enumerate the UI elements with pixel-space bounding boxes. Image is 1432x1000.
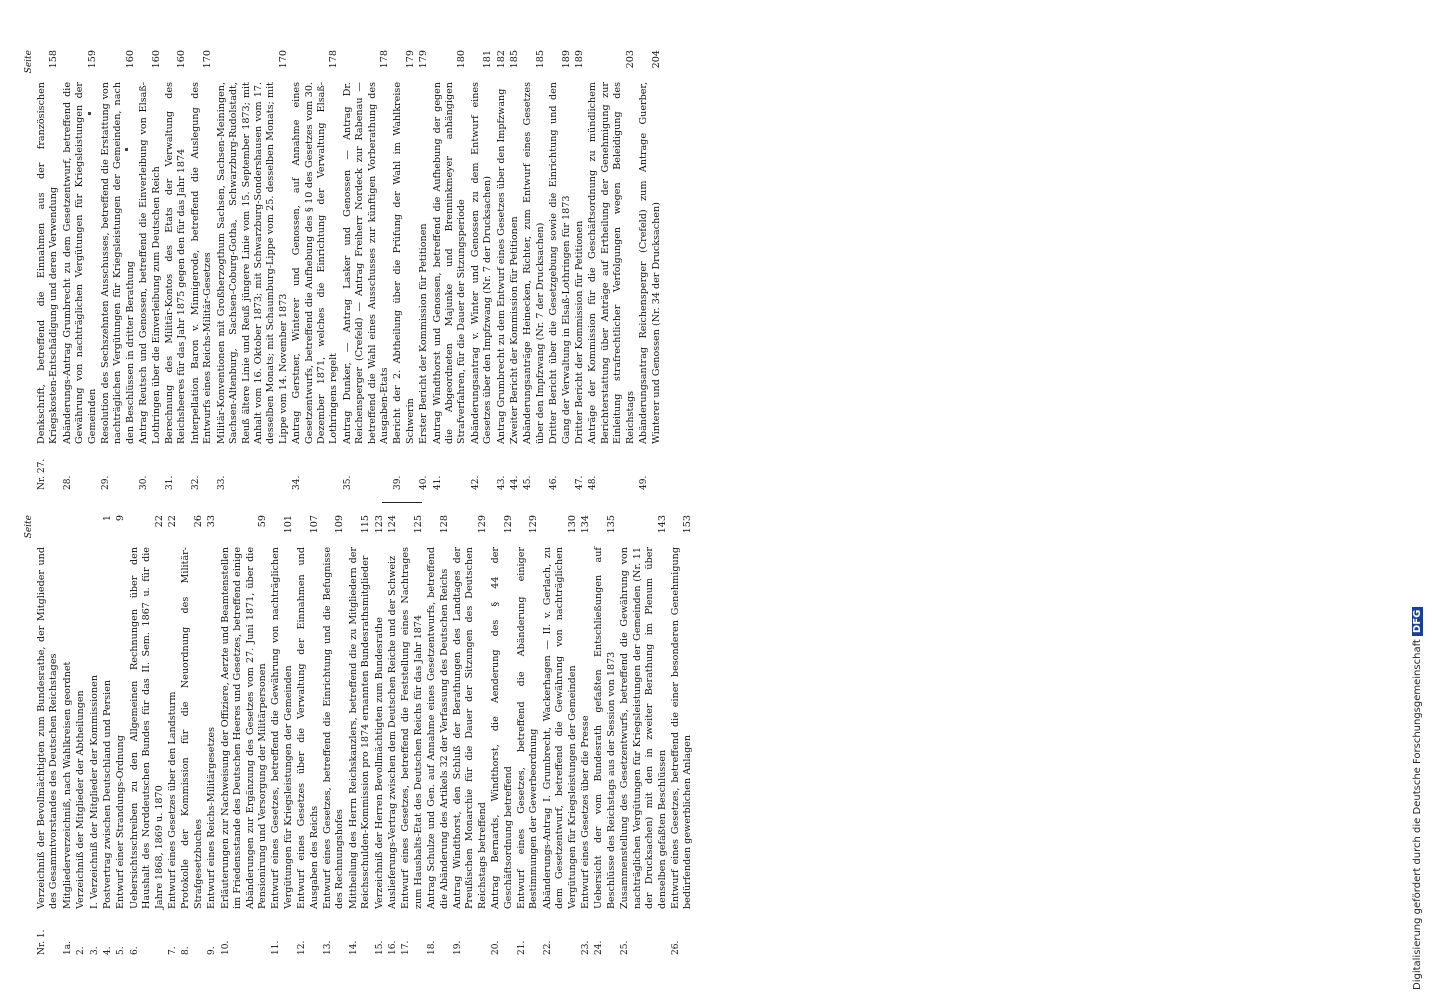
- toc-list-right: [36, 50, 663, 490]
- toc-column-right: [24, 50, 664, 490]
- entry-number: 43.: [496, 475, 507, 490]
- entry-title: Abänderungsantrag v. Winter und Genossen zu dem Entwurf eines Gesetzes über den Impfzwang (Nr. 7 der Drucksachen): [469, 82, 494, 444]
- entry-title: Dritter Bericht der Kommission für Petitionen: [574, 220, 586, 444]
- entry-page: 158: [48, 50, 60, 69]
- toc-list-left: [36, 515, 695, 955]
- entry-page: 189: [574, 50, 586, 69]
- entry-page: 178: [378, 50, 390, 69]
- toc-entry: [220, 515, 270, 955]
- toc-entry: [496, 50, 508, 490]
- entry-number: 26.: [670, 940, 681, 955]
- entry-title: Uebersicht der vom Bundesrath gefaßten Entschließungen auf Beschlüsse des Reichstags aus der Session von 1873: [593, 547, 617, 909]
- entry-number: 42.: [470, 475, 481, 490]
- entry-number: 48.: [588, 475, 599, 490]
- toc-entry: [619, 515, 669, 955]
- entry-title: Verzeichniß der Mitglieder der Abtheilungen: [75, 690, 87, 909]
- entry-title: Zweiter Bericht der Kommission für Petitionen: [509, 216, 521, 444]
- entry-title: Entwurf eines Gesetzes über den Landsturm: [167, 691, 179, 909]
- entry-number: 12.: [297, 940, 308, 955]
- entry-title: Entwurf eines Gesetzes, betreffend die einer besonderen Genehmigung bedürfenden gewerblichen Anlagen: [669, 547, 694, 909]
- entry-page: 182: [495, 50, 507, 69]
- entry-number: 5.: [116, 946, 127, 955]
- toc-entry: [75, 515, 87, 955]
- entry-page: 129: [502, 515, 514, 534]
- entry-number: 2.: [76, 946, 87, 955]
- entry-page: 170: [277, 50, 289, 69]
- entry-number: 34.: [292, 475, 303, 490]
- entry-title: Entwurf eines Reichs-Militärgesetzes: [206, 727, 218, 909]
- toc-entry: [387, 515, 399, 955]
- toc-entry: [432, 50, 469, 490]
- toc-entry: [138, 50, 163, 490]
- entry-page: 135: [605, 515, 617, 534]
- entry-title: I. Verzeichniß der Mitglieder der Kommissionen: [88, 675, 100, 909]
- entry-title: Resolution des Sechszehnten Ausschusses, betreffend die Erstattung von nachträglichen Vergütungen für Kriegsleistungen der Gemeinden, nach den Beschlüssen in dritter Berathung: [100, 82, 136, 444]
- entry-number: 29.: [101, 475, 112, 490]
- column-divider: [382, 502, 422, 503]
- entry-number: 8.: [181, 946, 192, 955]
- entry-title: Antrag Bernards, Windthorst, die Aenderung des § 44 der Geschäftsordnung betreffend: [490, 547, 514, 909]
- entry-page: 125: [412, 515, 424, 534]
- scan-speck: [88, 112, 91, 115]
- entry-number: 28.: [62, 475, 73, 490]
- entry-page: 185: [534, 50, 546, 69]
- toc-entry: [62, 50, 99, 490]
- toc-entry: [426, 515, 451, 955]
- toc-entry: [522, 50, 547, 490]
- entry-page: 130: [566, 515, 578, 534]
- entry-page: 153: [682, 515, 694, 534]
- toc-entry: [206, 515, 218, 955]
- entry-page: 101: [282, 515, 294, 534]
- entry-number: 35.: [342, 475, 353, 490]
- toc-entry: [190, 50, 215, 490]
- entry-page: 109: [334, 515, 346, 534]
- entry-page: 159: [86, 50, 98, 69]
- entry-title: Entwurf eines Gesetzes, betreffend die Einrichtung und die Befugnisse des Rechnungshofes: [321, 547, 346, 909]
- entry-page: 160: [176, 50, 188, 69]
- toc-entry: [115, 515, 127, 955]
- entry-number: 25.: [620, 940, 631, 955]
- entry-page: 204: [650, 50, 662, 69]
- toc-entry: [374, 515, 386, 955]
- entry-number: 3.: [89, 946, 100, 955]
- entry-title: Abänderungsanträge Heinecken, Richter, zum Entwurf eines Gesetzes über den Impfzwang (Nr. 7 der Drucksachen): [522, 82, 546, 444]
- toc-entry: [509, 50, 521, 490]
- entry-title: Antrag Reutsch und Genossen, betreffend die Einverleibung von Elsaß-Lothringen über die Einverleibung zum Deutschen Reich: [138, 82, 162, 444]
- entry-number: 21.: [517, 940, 528, 955]
- toc-entry: [548, 50, 573, 490]
- entry-page: 189: [560, 50, 572, 69]
- entry-title: Antrag Grumbrecht zu dem Entwurf eines Gesetzes über den Impfzwang: [495, 88, 507, 444]
- toc-entry: [322, 515, 347, 955]
- toc-entry: [516, 515, 541, 955]
- entry-title: Abänderungs-Antrag Grumbrecht zu dem Gesetzentwurf, betreffend die Gewährung von nachträglichen Vergütungen für Kriegsleistungen der Gemeinden: [61, 82, 98, 444]
- toc-entry: [580, 515, 592, 955]
- entry-title: Interpellation Baron v. Minnigerode, betreffend die Auslegung des Entwurfs eines Reichs-Militär-Gesetzes: [189, 82, 214, 444]
- entry-title: Entwurf eines Gesetzes, betreffend die Feststellung eines Nachtrages zum Haushalts-Etat des Deutschen Reichs für das Jahr 1874: [400, 547, 424, 909]
- entry-title: Denkschrift, betreffend die Einnahmen aus der französischen Kriegskosten-Entschädigung und deren Verwendung: [36, 82, 60, 444]
- entry-title: Militär-Konventionen mit Großherzogthum Sachsen, Sachsen-Meiningen, Sachsen-Altenburg, Sachsen-Coburg-Gotha, Schwarzburg-Rudolstadt, Reuß ältere Linie und Reuß jüngere Linie vom 15. September 1873; mit Anhalt vom 16. Oktober 1873; mit Schwarzburg-Sondershausen vom 17. desselben Monats; mit Schaumburg-Lippe vom 25. desselben Monats; mit Lippe vom 14. November 1873: [215, 82, 289, 444]
- entry-number: 4.: [103, 946, 114, 955]
- entry-title: Erläuterungen zur Nachweisung der Offiziere, Aerzte und Beamtenstellen im Friedensstande des Deutschen Heeres und Gesetzes, betreffend einige Abänderungen zur Ergänzung des Gesetzes vom 27. Juni 1871, über die Pensionirung und Versorgung der Militärpersonen: [219, 547, 268, 909]
- entry-number: Nr. 27.: [37, 458, 47, 490]
- toc-entry: [36, 50, 61, 490]
- entry-page: 160: [124, 50, 136, 69]
- entry-title: Anträge der Kommission für die Geschäftsordnung zu mündlichem Berichterstattung über Anträge auf Ertheilung der Genehmigung zur Einleitung strafrechtlicher Verfolgungen wegen Beleidigung des Reichstags: [587, 82, 636, 444]
- entry-page: 1: [102, 515, 114, 522]
- toc-entry: [296, 515, 321, 955]
- toc-entry: [36, 515, 61, 955]
- entry-number: 7.: [168, 946, 179, 955]
- entry-page: 129: [476, 515, 488, 534]
- toc-entry: [587, 50, 637, 490]
- entry-number: 22.: [542, 940, 553, 955]
- entry-title: Entwurf eines Gesetzes, betreffend die Abänderung einiger Bestimmungen der Gewerbeordnung: [516, 547, 540, 909]
- entry-title: Antrag Schulze und Gen. auf Annahme eines Gesetzentwurfs, betreffend die Abänderung des Artikels 32 der Verfassung des Deutschen Reichs: [426, 547, 450, 909]
- toc-entry: [392, 50, 417, 490]
- column-header: Seite: [24, 50, 34, 74]
- entry-number: 17.: [401, 940, 412, 955]
- entry-number: 11.: [271, 940, 282, 955]
- entry-page: 115: [360, 515, 372, 534]
- toc-entry: [452, 515, 489, 955]
- toc-entry: [418, 50, 430, 490]
- entry-number: 31.: [165, 475, 176, 490]
- entry-page: 180: [456, 50, 468, 69]
- rotated-toc: [0, 45, 1002, 955]
- entry-number: 10.: [220, 940, 231, 955]
- entry-number: 49.: [639, 475, 650, 490]
- toc-entry: [180, 515, 205, 955]
- entry-number: 46.: [549, 475, 560, 490]
- toc-entry: [400, 515, 425, 955]
- entry-number: 16.: [387, 940, 398, 955]
- entry-title: Entwurf eines Gesetzes, betreffend die Gewährung von nachträglichen Vergütungen für Kriegsleistungen der Gemeinden: [270, 547, 294, 909]
- entry-title: Auslieferungs-Vertrag zwischen dem Deutschen Reiche und der Schweiz: [386, 555, 398, 909]
- entry-number: 44.: [510, 475, 521, 490]
- entry-title: Antrag Gerstner, Winterer und Genossen, auf Annahme eines Gesetzentwurfs, betreffend die Aufhebung des § 10 des Gesetzes vom 30. Dezember 1871, welches die Einrichtung der Verwaltung Elsaß-Lothringens regelt: [291, 82, 340, 444]
- entry-title: Entwurf eines Gesetzes über die Presse: [580, 715, 592, 909]
- entry-page: 9: [115, 515, 127, 522]
- toc-entry: [102, 515, 114, 955]
- entry-page: 123: [373, 515, 385, 534]
- entry-number: 33.: [216, 475, 227, 490]
- toc-entry: [270, 515, 295, 955]
- toc-entry: [89, 515, 101, 955]
- entry-page: 170: [202, 50, 214, 69]
- toc-entry: [167, 515, 179, 955]
- entry-title: Entwurf eines Gesetzes über die Verwaltung der Einnahmen und Ausgaben des Reichs: [296, 547, 320, 909]
- entry-title: Verzeichniß der Bevollmächtigten zum Bundesrathe, der Mitglieder und des Gesammtvorstandes des Deutschen Reichstages: [36, 547, 60, 909]
- entry-page: 143: [656, 515, 668, 534]
- entry-page: 33: [206, 515, 218, 528]
- entry-number: 40.: [419, 475, 430, 490]
- entry-page: 178: [328, 50, 340, 69]
- toc-entry: [62, 515, 74, 955]
- entry-title: Abänderungs-Antrag I. Grumbrecht, Wackerhagen — II. v. Gerlach, zu dem Gesetzentwurf, betreffend die Gewährung von nachträglichen Vergütungen für Kriegsleistungen der Gemeinden: [541, 547, 578, 909]
- entry-number: Nr. 1.: [37, 929, 47, 955]
- toc-entry: [638, 50, 663, 490]
- entry-number: 47.: [575, 475, 586, 490]
- toc-entry: [348, 515, 373, 955]
- entry-title: Mitgliederverzeichniß, nach Wahlkreisen geordnet: [61, 661, 73, 909]
- entry-title: Abänderungsantrag Reichensperger (Crefeld) zum Antrage Guerber, Winterer und Genossen (Nr. 34 der Drucksachen): [638, 82, 662, 444]
- entry-page: 185: [509, 50, 521, 69]
- entry-page: 129: [528, 515, 540, 534]
- entry-number: 32.: [190, 475, 201, 490]
- toc-entry: [129, 515, 166, 955]
- toc-entry: [291, 50, 341, 490]
- toc-entry: [216, 50, 290, 490]
- entry-title: Dritter Bericht über die Gesetzgebung sowie die Einrichtung und den Gang der Verwaltung in Elsaß-Lothringen für 1873: [548, 82, 572, 444]
- entry-page: 179: [418, 50, 430, 69]
- entry-number: 39.: [393, 475, 404, 490]
- entry-title: Antrag Dunker, — Antrag Lasker und Genossen — Antrag Dr. Reichensperger (Crefeld) — Antrag Freiherr Nordeck zur Rabenau — betreffend die Wahl eines Ausschusses zur künftigen Vorberathung des Ausgaben-Etats: [341, 82, 390, 444]
- toc-entry: [593, 515, 618, 955]
- entry-page: 107: [308, 515, 320, 534]
- entry-page: 124: [386, 515, 398, 534]
- entry-title: Bericht der 2. Abtheilung über die Prüfung der Wahl im Wahlkreise Schwerin: [392, 82, 416, 444]
- toc-entry: [670, 515, 695, 955]
- entry-number: 19.: [453, 940, 463, 955]
- toc-entry: [100, 50, 137, 490]
- dfg-logo: DFG: [1412, 607, 1423, 636]
- entry-title: Uebersichtsschreiben zu den Allgemeinen Rechnungen über den Haushalt des Norddeutschen Bundes für das II. Sem. 1867 u. für die Jahre 1868, 1869 u. 1870: [128, 547, 165, 909]
- entry-title: Verzeichniß der Herren Bevollmächtigten zum Bundesrathe: [373, 617, 385, 909]
- entry-page: 160: [150, 50, 162, 69]
- entry-number: 9.: [207, 946, 218, 955]
- entry-page: 22: [153, 515, 165, 528]
- entry-number: 6.: [129, 946, 140, 955]
- entry-number: 13.: [322, 940, 333, 955]
- entry-title: Mittheilung des Herrn Reichskanzlers, betreffend die zu Mitgliedern der Reichsschulden-Kommission pro 1874 ernannten Bundesrathsmitglieder: [347, 547, 372, 909]
- toc-column-left: [24, 515, 696, 955]
- entry-title: Entwurf einer Strandungs-Ordnung: [115, 735, 127, 909]
- entry-page: 128: [438, 515, 450, 534]
- entry-number: 45.: [523, 475, 534, 490]
- entry-number: 15.: [374, 940, 385, 955]
- entry-page: 22: [167, 515, 179, 528]
- toc-entry: [542, 515, 579, 955]
- entry-title: Berechnung des Militär-Kontos des Etats der Verwaltung des Reichsheeres für das Jahr 1875 gegen den für das Jahr 1874: [164, 82, 188, 444]
- entry-number: 14.: [348, 940, 359, 955]
- entry-page: 203: [624, 50, 636, 69]
- toc-entry: [342, 50, 392, 490]
- entry-number: 30.: [139, 475, 150, 490]
- entry-number: 1a.: [62, 941, 73, 955]
- credit-text: Digitalisierung gefördert durch die Deutsche Forschungsgemeinschaft: [1412, 639, 1423, 990]
- entry-page: 134: [580, 515, 592, 534]
- entry-number: 41.: [432, 475, 443, 490]
- entry-title: Zusammenstellung des Gesetzentwurfs, betreffend die Gewährung von nachträglichen Vergütungen für Kriegsleistungen der Gemeinden (Nr. 11 der Drucksachen) mit den in zweiter Berathung im Plenum über denselben gefaßten Beschlüssen: [619, 547, 668, 909]
- toc-entry: [490, 515, 515, 955]
- entry-number: 18.: [427, 940, 438, 955]
- toc-entry: [574, 50, 586, 490]
- entry-title: Protokolle der Kommission für die Neuordnung des Militär-Strafgesetzbuches: [180, 547, 204, 909]
- entry-page: 26: [192, 515, 204, 528]
- entry-title: Erster Bericht der Kommission für Petitionen: [418, 223, 430, 444]
- column-header: Seite: [24, 515, 34, 539]
- entry-title: Antrag Windthorst und Genossen, betreffend die Aufhebung der gegen die Abgeordneten Majunke und Brenninkmeyer anhängigen Strafverfahren, für die Dauer der Sitzungsperiode: [431, 82, 468, 444]
- entry-number: 20.: [491, 940, 502, 955]
- toc-entry: [470, 50, 495, 490]
- scan-speck: [125, 148, 128, 151]
- entry-page: 179: [404, 50, 416, 69]
- entry-number: 23.: [581, 940, 592, 955]
- entry-title: Antrag Windthorst, den Schluß der Berathungen des Landtages der Preußischen Monarchie für die Dauer der Sitzungen des Deutschen Reichstags betreffend: [452, 547, 488, 909]
- entry-page: 181: [482, 50, 494, 69]
- entry-number: 24.: [594, 940, 605, 955]
- digitization-credit: [1412, 607, 1423, 990]
- toc-entry: [164, 50, 189, 490]
- entry-page: 59: [256, 515, 268, 528]
- entry-title: Postvertrag zwischen Deutschland und Persien: [102, 679, 114, 909]
